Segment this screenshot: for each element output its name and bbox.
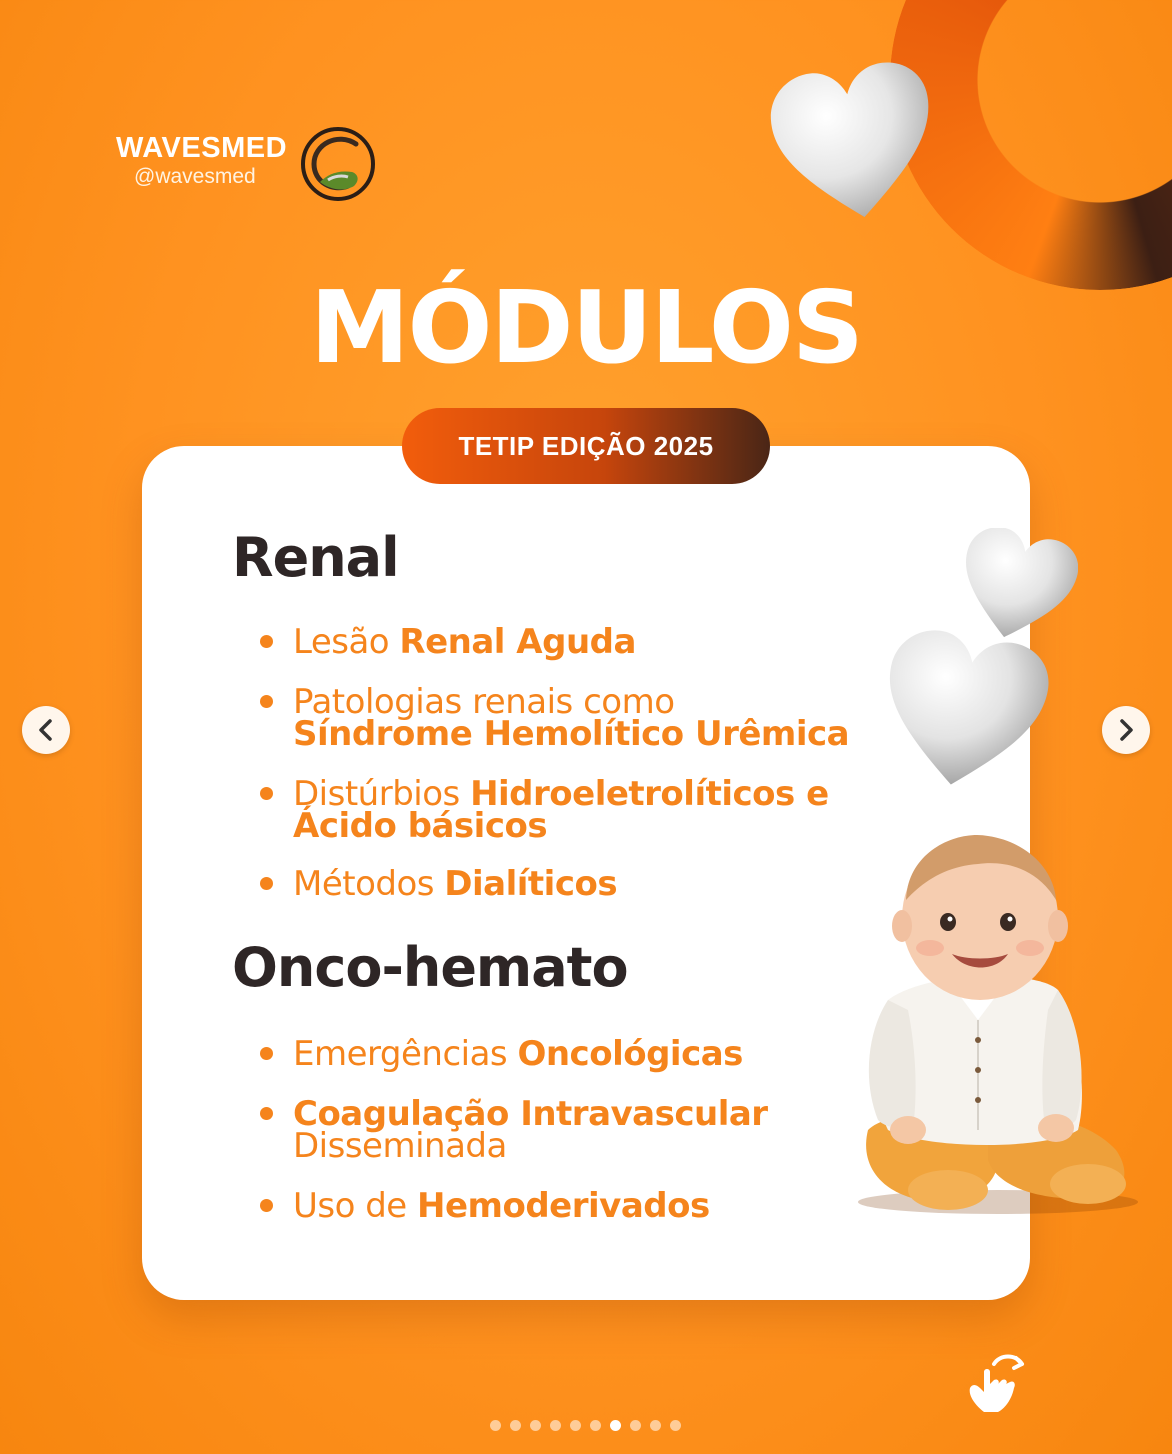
next-slide-button[interactable] bbox=[1102, 706, 1150, 754]
item-text: Métodos bbox=[293, 864, 445, 904]
item-text: Patologias renais como bbox=[293, 682, 675, 722]
bullet-icon bbox=[260, 787, 273, 800]
item-highlight: Síndrome Hemolítico Urêmica bbox=[293, 714, 850, 754]
section-title-onco-hemato: Onco-hemato bbox=[232, 936, 628, 999]
item-highlight: Ácido básicos bbox=[293, 806, 548, 846]
wavesmed-logo-icon bbox=[298, 124, 378, 204]
edition-badge: TETIP EDIÇÃO 2025 bbox=[402, 408, 770, 484]
page-title: MÓDULOS bbox=[310, 269, 862, 386]
bullet-icon bbox=[260, 635, 273, 648]
baby-photo bbox=[848, 830, 1138, 1216]
carousel-dot[interactable] bbox=[590, 1420, 601, 1431]
carousel-dot[interactable] bbox=[570, 1420, 581, 1431]
chevron-right-icon bbox=[1102, 706, 1150, 754]
item-highlight: Hidroeletrolíticos e bbox=[470, 774, 829, 814]
carousel-dot[interactable] bbox=[530, 1420, 541, 1431]
prev-slide-button[interactable] bbox=[22, 706, 70, 754]
brand bbox=[116, 132, 287, 190]
heart-icon bbox=[878, 628, 1050, 792]
carousel-dot-active[interactable] bbox=[610, 1420, 621, 1431]
carousel-dot[interactable] bbox=[510, 1420, 521, 1431]
item-text: Disseminada bbox=[293, 1126, 507, 1166]
item-highlight: Renal Aguda bbox=[399, 622, 636, 662]
bullet-icon bbox=[260, 1199, 273, 1212]
carousel-dot[interactable] bbox=[490, 1420, 501, 1431]
swipe-hand-icon bbox=[964, 1350, 1026, 1414]
item-highlight: Oncológicas bbox=[517, 1034, 743, 1074]
bullet-icon bbox=[260, 877, 273, 890]
carousel-dot[interactable] bbox=[650, 1420, 661, 1431]
item-highlight: Hemoderivados bbox=[417, 1186, 710, 1226]
chevron-left-icon bbox=[22, 706, 70, 754]
item-highlight: Dialíticos bbox=[444, 864, 618, 904]
bullet-icon bbox=[260, 695, 273, 708]
brand-handle: @wavesmed bbox=[134, 165, 256, 188]
item-highlight: Coagulação Intravascular bbox=[293, 1094, 768, 1134]
carousel-indicators bbox=[490, 1418, 690, 1430]
heart-icon bbox=[768, 62, 940, 222]
item-text: Emergências bbox=[293, 1034, 518, 1074]
item-text: Lesão bbox=[293, 622, 400, 662]
carousel-dot[interactable] bbox=[670, 1420, 681, 1431]
bullet-icon bbox=[260, 1107, 273, 1120]
carousel-dot[interactable] bbox=[550, 1420, 561, 1431]
item-text: Uso de bbox=[293, 1186, 418, 1226]
section-title-renal: Renal bbox=[232, 526, 399, 589]
bullet-icon bbox=[260, 1047, 273, 1060]
heart-icon bbox=[956, 528, 1078, 642]
brand-name: WAVESMED bbox=[116, 132, 288, 164]
carousel-dot[interactable] bbox=[630, 1420, 641, 1431]
item-text: Distúrbios bbox=[293, 774, 471, 814]
